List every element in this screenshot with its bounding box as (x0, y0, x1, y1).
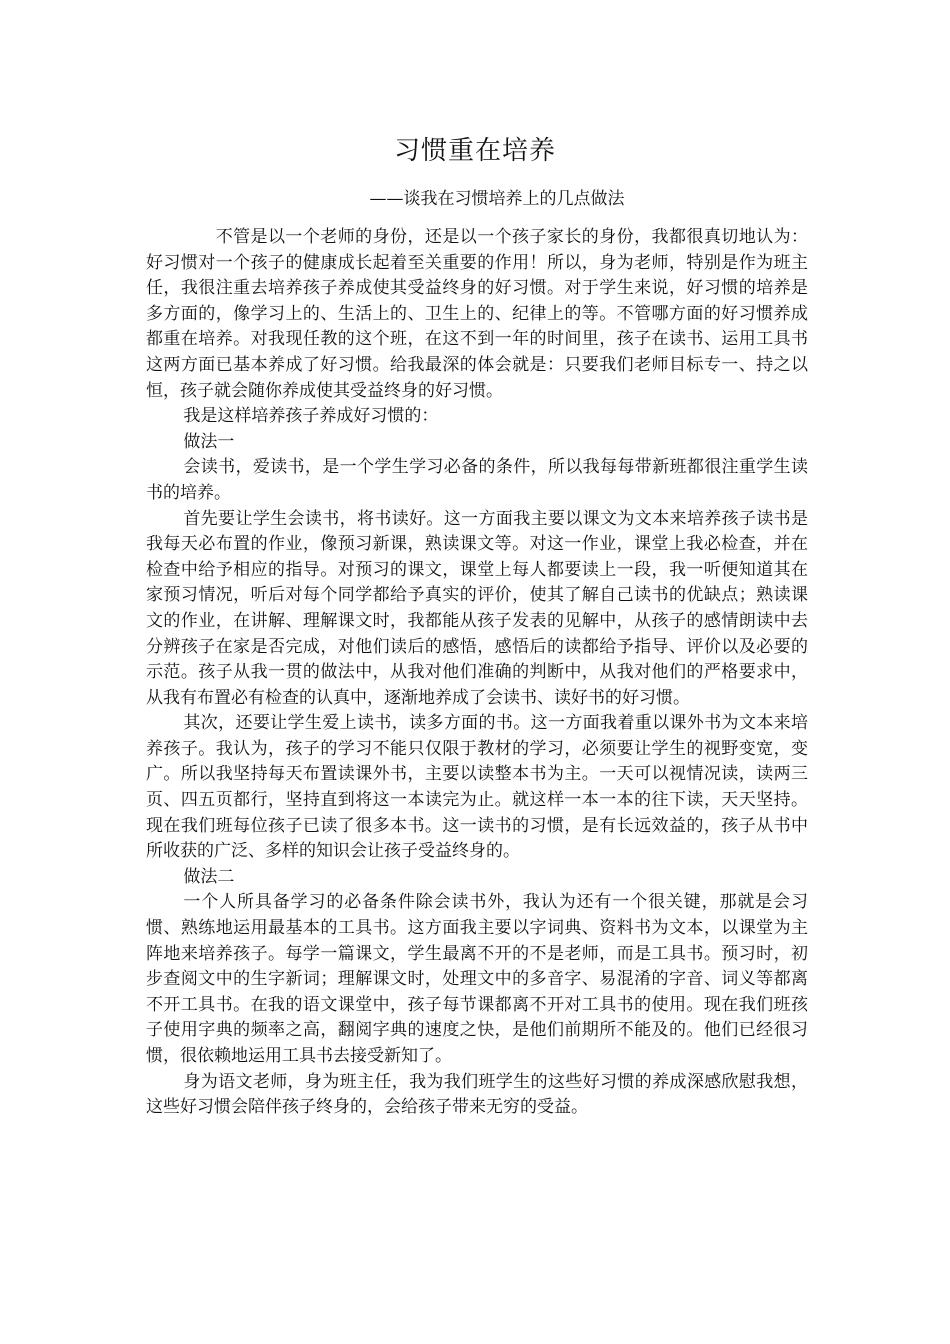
document-title: 习惯重在培养 (393, 136, 556, 166)
paragraph-lead-in: 我是这样培养孩子养成好习惯的： (183, 406, 439, 427)
paragraph-loving-reading: 其次，还要让学生爱上读书，读多方面的书。这一方面我着重以课外书为文本来培养孩子。我认为，孩子的学习不能只仅限于教材的学习，必须要让学生的视野变宽，变广。所以我坚持每天布置读课外书，主要以读整本书为主。一天可以视情况读，读两三页、四五页都行，坚持直到将这一本读完为止。就这样一本一本的往下读，天天坚持。现在我们班每位孩子已读了很多本书。这一读书的习惯，是有长远效益的，孩子从书中所收获的广泛、多样的知识会让孩子受益终身的。 (146, 713, 808, 862)
section-heading-method-one: 做法一 (183, 431, 235, 452)
paragraph-reading-importance: 会读书，爱读书，是一个学生学习必备的条件，所以我每每带新班都很注重学生读书的培养。 (146, 457, 808, 503)
document-body (146, 225, 808, 1121)
paragraph-intro: 不管是以一个老师的身份，还是以一个孩子家长的身份，我都很真切地认为：好习惯对一个孩子的健康成长起着至关重要的作用！所以，身为老师，特别是作为班主任，我很注重去培养孩子养成使其受益终身的好习惯。对于学生来说，好习惯的培养是多方面的，像学习上的、生活上的、卫生上的、纪律上的等。不管哪方面的好习惯养成都重在培养。对我现任教的这个班，在这不到一年的时间里，孩子在读书、运用工具书这两方面已基本养成了好习惯。给我最深的体会就是：只要我们老师目标专一、持之以恒，孩子就会随你养成使其受益终身的好习惯。 (146, 227, 808, 401)
paragraph-reference-books: 一个人所具备学习的必备条件除会读书外，我认为还有一个很关键，那就是会习惯、熟练地运用最基本的工具书。这方面我主要以字词典、资料书为文本，以课堂为主阵地来培养孩子。每学一篇课文，学生最离不开的不是老师，而是工具书。预习时，初步查阅文中的生字新词；理解课文时，处理文中的多音字、易混淆的字音、词义等都离不开工具书。在我的语文课堂中，孩子每节课都离不开对工具书的使用。现在我们班孩子使用字典的频率之高，翻阅字典的速度之快，是他们前期所不能及的。他们已经很习惯，很依赖地运用工具书去接受新知了。 (146, 892, 808, 1066)
paragraph-reading-well: 首先要让学生会读书，将书读好。这一方面我主要以课文为文本来培养孩子读书是我每天必布置的作业，像预习新课，熟读课文等。对这一作业，课堂上我必检查，并在检查中给予相应的指导。对预习的课文，课堂上每人都要读上一段，我一听便知道其在家预习情况，听后对每个同学都给予真实的评价，使其了解自己读书的优缺点；熟读课文的作业，在讲解、理解课文时，我都能从孩子发表的见解中，从孩子的感情朗读中去分辨孩子在家是否完成，对他们读后的感悟，感悟后的读都给予指导、评价以及必要的示范。孩子从我一贯的做法中，从我对他们准确的判断中，从我对他们的严格要求中，从我有布置必有检查的认真中，逐渐地养成了会读书、读好书的好习惯。 (146, 508, 808, 708)
paragraph-conclusion: 身为语文老师，身为班主任，我为我们班学生的这些好习惯的养成深感欣慰我想，这些好习惯会陪伴孩子终身的，会给孩子带来无穷的受益。 (146, 1071, 808, 1118)
document-subtitle: ——谈我在习惯培养上的几点做法 (369, 189, 625, 209)
section-heading-method-two: 做法二 (183, 866, 235, 887)
